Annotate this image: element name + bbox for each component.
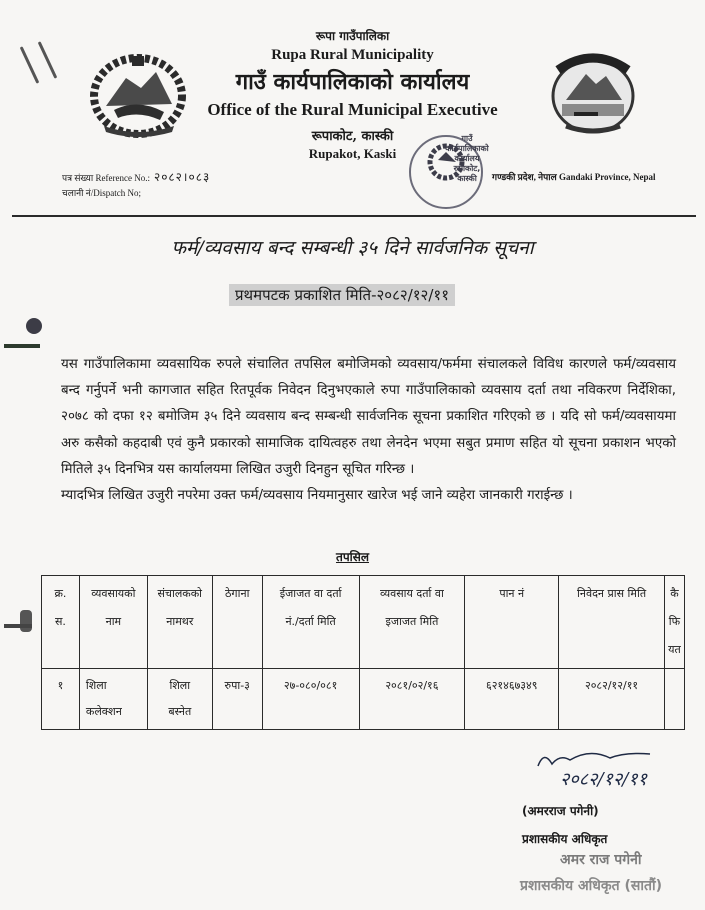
cell-operator-name: शिला बस्नेत [147, 669, 212, 730]
column-header-operator-name: संचालकको नामथर [147, 576, 212, 669]
notice-body [61, 352, 676, 509]
cell-business-name: शिला कलेक्शन [79, 669, 147, 730]
column-header-sn: क्र. स. [42, 576, 80, 669]
table-row [42, 669, 685, 730]
cell-pan-no: ६२१४६७३४९ [465, 669, 559, 730]
pin-icon [26, 318, 42, 334]
province-label: गण्डकी प्रदेश, नेपाल Gandaki Province, Nepal [492, 172, 656, 182]
signatory-name: (अमरराज पगेनी) [522, 804, 599, 818]
seal-name: अमर राज पगेनी [560, 852, 642, 868]
reference-value: २०८२।०८३ [153, 170, 211, 184]
cell-registration-date: २०८१/०२/१६ [359, 669, 465, 730]
notice-paragraph: म्यादभित्र लिखित उजुरी नपरेमा उक्त फर्म/व्यवसाय नियमानुसार खारेज भई जाने व्यहेरा जानकारी गराईन्छ । [61, 488, 573, 504]
cell-application-date: २०८२/१२/११ [559, 669, 665, 730]
notice-title: फर्म/व्यवसाय बन्द सम्बन्धी ३५ दिने सार्वजनिक सूचना [171, 237, 534, 259]
cell-address: रुपा-३ [212, 669, 262, 730]
reference-number [62, 168, 210, 185]
column-header-registration-no: ईजाजत वा दर्ता नं./दर्ता मिति [262, 576, 359, 669]
cell-remarks [664, 669, 684, 730]
office-name-np: गाउँ कार्यपालिकाको कार्यालय [235, 69, 470, 95]
details-table [41, 575, 685, 730]
reference-label: पत्र संख्या Reference No.: [62, 173, 150, 183]
signature-date: २०८२/१२/११ [560, 769, 648, 790]
column-header-application-date: निवेदन प्रास मिति [559, 576, 665, 669]
signatory-designation: प्रशासकीय अधिकृत [522, 832, 608, 846]
seal-designation: प्रशासकीय अधिकृत (सातौं) [520, 878, 662, 894]
location-np: रूपाकोट, कास्की [311, 129, 394, 144]
first-published-date: प्रथमपटक प्रकाशित मिति-२०८२/१२/११ [229, 284, 455, 306]
cell-sn: १ [42, 669, 80, 730]
office-name-en: Office of the Rural Municipal Executive [207, 100, 498, 119]
pin-icon [20, 610, 32, 632]
signature-icon [530, 748, 660, 770]
column-header-registration-date: व्यवसाय दर्ता वा इजाजत मिति [359, 576, 465, 669]
details-heading: तपसिल [335, 550, 369, 564]
municipality-name-np: रूपा गाउँपालिका [315, 29, 390, 43]
notice-paragraph: यस गाउँपालिकामा व्यवसायिक रुपले संचालित तपसिल बमोजिमको व्यवसाय/फर्ममा संचालकले विविध कारणले फर्म/व्यवसाय बन्द गर्नुपर्ने भनी कागजात सहित रितपूर्वक निवेदन दिनुभएकाले रुपा गाउँपालिकाको व्यवसाय दर्ता तथा नविकरण निर्देशिका, २०७८ को दफा १२ बमोजिम ३५ दिने व्यवसाय बन्द सम्बन्धी सार्वजनिक सूचना प्रकाशित गरिएको छ । यदि सो फर्म/व्यवसायमा अरु कसैको कहदाबी एवं कुनै प्रकारको सामाजिक दायित्वहरु तथा लेनदेन भएमा सबुत प्रमाण सहित यो सूचना प्रकाशन भएको मितिले ३५ दिनभित्र यस कार्यालयमा लिखित उजुरी दिनहुन सूचित गरिन्छ । [61, 357, 676, 477]
dispatch-number: चलानी नं/Dispatch No; [62, 188, 141, 198]
pin-icon [4, 624, 32, 628]
column-header-remarks: कै फि यत [664, 576, 684, 669]
cell-registration-no: २७-०८०/०८१ [262, 669, 359, 730]
pin-icon [4, 344, 40, 348]
stamp-text: गाउँ कार्यपालिकाको कार्यालय रुपाकोट, कास्की [445, 134, 489, 183]
municipality-name-en: Rupa Rural Municipality [271, 47, 434, 63]
column-header-pan-no: पान नं [465, 576, 559, 669]
column-header-address: ठेगाना [212, 576, 262, 669]
header-divider [12, 215, 696, 217]
column-header-business-name: व्यवसायको नाम [79, 576, 147, 669]
location-en: Rupakot, Kaski [308, 146, 397, 161]
table-header-row [42, 576, 685, 669]
stamp-text-area [444, 134, 490, 212]
signature-block [530, 748, 690, 796]
